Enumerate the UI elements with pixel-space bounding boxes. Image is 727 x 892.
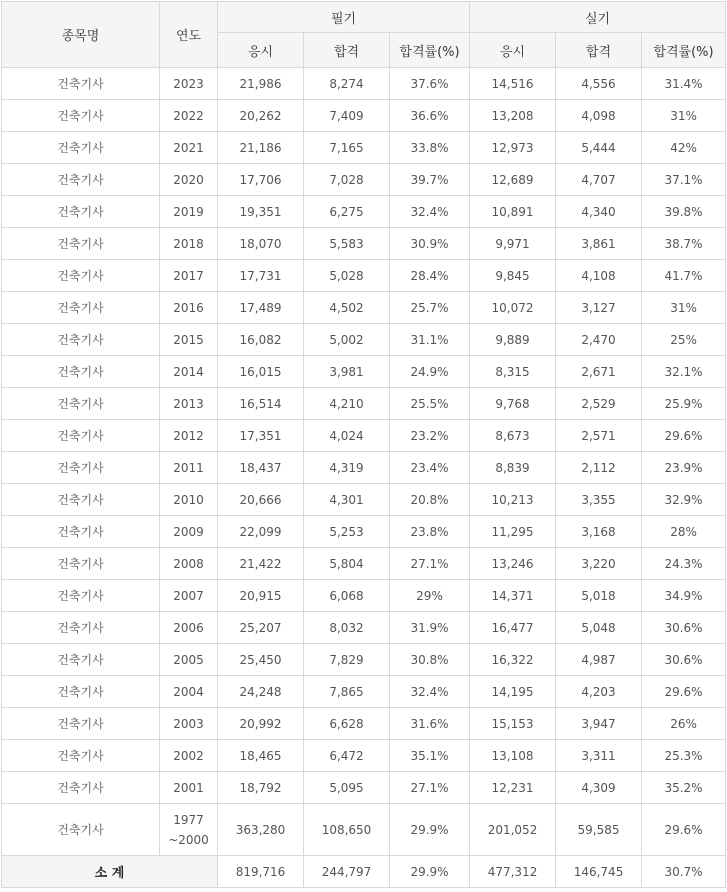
cell-written-applicants: 363,280 bbox=[218, 804, 304, 856]
cell-practical-applicants: 13,208 bbox=[470, 100, 556, 132]
cell-written-pass-rate: 30.8% bbox=[390, 644, 470, 676]
cell-practical-applicants: 12,973 bbox=[470, 132, 556, 164]
cell-practical-applicants: 201,052 bbox=[470, 804, 556, 856]
cell-practical-pass-rate: 31% bbox=[642, 100, 726, 132]
cell-written-applicants: 25,450 bbox=[218, 644, 304, 676]
cell-item-name: 건축기사 bbox=[2, 132, 160, 164]
cell-written-pass-rate: 27.1% bbox=[390, 772, 470, 804]
cell-written-applicants: 20,992 bbox=[218, 708, 304, 740]
cell-practical-pass-rate: 42% bbox=[642, 132, 726, 164]
cell-practical-pass-rate: 32.1% bbox=[642, 356, 726, 388]
cell-written-pass-rate: 29.9% bbox=[390, 804, 470, 856]
total-practical-passed: 146,745 bbox=[556, 856, 642, 888]
total-written-pass-rate: 29.9% bbox=[390, 856, 470, 888]
cell-written-passed: 7,165 bbox=[304, 132, 390, 164]
cell-practical-pass-rate: 30.6% bbox=[642, 612, 726, 644]
cell-practical-applicants: 8,315 bbox=[470, 356, 556, 388]
cell-practical-pass-rate: 34.9% bbox=[642, 580, 726, 612]
cell-year: 2007 bbox=[160, 580, 218, 612]
cell-item-name: 건축기사 bbox=[2, 740, 160, 772]
cell-year: 2005 bbox=[160, 644, 218, 676]
cell-year: 2004 bbox=[160, 676, 218, 708]
cell-practical-applicants: 12,689 bbox=[470, 164, 556, 196]
cell-practical-passed: 5,048 bbox=[556, 612, 642, 644]
cell-year: 2019 bbox=[160, 196, 218, 228]
cell-year: 2020 bbox=[160, 164, 218, 196]
table-header bbox=[2, 2, 726, 68]
cell-practical-pass-rate: 25.3% bbox=[642, 740, 726, 772]
cell-written-applicants: 22,099 bbox=[218, 516, 304, 548]
cell-practical-passed: 3,311 bbox=[556, 740, 642, 772]
cell-written-pass-rate: 31.1% bbox=[390, 324, 470, 356]
cell-written-applicants: 17,706 bbox=[218, 164, 304, 196]
cell-written-pass-rate: 23.2% bbox=[390, 420, 470, 452]
cell-item-name: 건축기사 bbox=[2, 164, 160, 196]
cell-practical-passed: 4,203 bbox=[556, 676, 642, 708]
cell-item-name: 건축기사 bbox=[2, 452, 160, 484]
cell-practical-applicants: 9,845 bbox=[470, 260, 556, 292]
cell-year: 2002 bbox=[160, 740, 218, 772]
cell-practical-applicants: 14,371 bbox=[470, 580, 556, 612]
cell-year: 2015 bbox=[160, 324, 218, 356]
cell-written-passed: 4,024 bbox=[304, 420, 390, 452]
cell-written-applicants: 21,422 bbox=[218, 548, 304, 580]
cell-written-applicants: 16,082 bbox=[218, 324, 304, 356]
table-row bbox=[2, 676, 726, 708]
cell-practical-passed: 5,018 bbox=[556, 580, 642, 612]
table-row bbox=[2, 228, 726, 260]
cell-practical-applicants: 9,971 bbox=[470, 228, 556, 260]
total-label: 소 계 bbox=[2, 856, 218, 888]
cell-written-pass-rate: 29% bbox=[390, 580, 470, 612]
total-written-applicants: 819,716 bbox=[218, 856, 304, 888]
table-row bbox=[2, 772, 726, 804]
cell-written-pass-rate: 25.7% bbox=[390, 292, 470, 324]
cell-written-applicants: 18,070 bbox=[218, 228, 304, 260]
cell-written-applicants: 17,351 bbox=[218, 420, 304, 452]
cell-year: 2022 bbox=[160, 100, 218, 132]
cell-practical-passed: 3,861 bbox=[556, 228, 642, 260]
cell-practical-applicants: 10,891 bbox=[470, 196, 556, 228]
cell-year: 2010 bbox=[160, 484, 218, 516]
cell-year: 2013 bbox=[160, 388, 218, 420]
table-row bbox=[2, 132, 726, 164]
cell-practical-applicants: 10,213 bbox=[470, 484, 556, 516]
cell-practical-passed: 4,707 bbox=[556, 164, 642, 196]
cell-item-name: 건축기사 bbox=[2, 420, 160, 452]
header-practical-applicants: 응시 bbox=[470, 33, 556, 68]
cell-practical-pass-rate: 38.7% bbox=[642, 228, 726, 260]
table-row bbox=[2, 100, 726, 132]
table-row bbox=[2, 516, 726, 548]
cell-practical-applicants: 9,768 bbox=[470, 388, 556, 420]
cell-written-pass-rate: 32.4% bbox=[390, 676, 470, 708]
cell-practical-passed: 4,556 bbox=[556, 68, 642, 100]
total-practical-pass-rate: 30.7% bbox=[642, 856, 726, 888]
cell-practical-applicants: 12,231 bbox=[470, 772, 556, 804]
cell-year: 2014 bbox=[160, 356, 218, 388]
cell-written-pass-rate: 30.9% bbox=[390, 228, 470, 260]
cell-item-name: 건축기사 bbox=[2, 260, 160, 292]
cell-year: 2023 bbox=[160, 68, 218, 100]
cell-practical-pass-rate: 31% bbox=[642, 292, 726, 324]
cell-practical-pass-rate: 29.6% bbox=[642, 676, 726, 708]
table-row bbox=[2, 548, 726, 580]
table-row bbox=[2, 356, 726, 388]
cell-written-applicants: 20,915 bbox=[218, 580, 304, 612]
cell-written-passed: 3,981 bbox=[304, 356, 390, 388]
table-body bbox=[2, 68, 726, 856]
cell-practical-passed: 2,470 bbox=[556, 324, 642, 356]
cell-written-applicants: 20,262 bbox=[218, 100, 304, 132]
table-row bbox=[2, 68, 726, 100]
cell-written-applicants: 17,731 bbox=[218, 260, 304, 292]
exam-statistics-table bbox=[1, 1, 726, 888]
header-written-pass-rate: 합격률(%) bbox=[390, 33, 470, 68]
cell-year: 2001 bbox=[160, 772, 218, 804]
cell-practical-applicants: 11,295 bbox=[470, 516, 556, 548]
table-row bbox=[2, 292, 726, 324]
cell-written-pass-rate: 20.8% bbox=[390, 484, 470, 516]
cell-practical-applicants: 13,246 bbox=[470, 548, 556, 580]
cell-practical-pass-rate: 39.8% bbox=[642, 196, 726, 228]
cell-item-name: 건축기사 bbox=[2, 292, 160, 324]
cell-practical-pass-rate: 23.9% bbox=[642, 452, 726, 484]
cell-written-pass-rate: 36.6% bbox=[390, 100, 470, 132]
cell-written-pass-rate: 32.4% bbox=[390, 196, 470, 228]
cell-year: 2016 bbox=[160, 292, 218, 324]
cell-year: 2018 bbox=[160, 228, 218, 260]
cell-practical-passed: 59,585 bbox=[556, 804, 642, 856]
cell-item-name: 건축기사 bbox=[2, 612, 160, 644]
cell-written-passed: 5,002 bbox=[304, 324, 390, 356]
cell-practical-passed: 2,571 bbox=[556, 420, 642, 452]
cell-written-passed: 5,583 bbox=[304, 228, 390, 260]
cell-practical-pass-rate: 29.6% bbox=[642, 804, 726, 856]
total-row bbox=[2, 856, 726, 888]
table-row bbox=[2, 324, 726, 356]
cell-practical-pass-rate: 30.6% bbox=[642, 644, 726, 676]
cell-year: 1977 ~2000 bbox=[160, 804, 218, 856]
table-row bbox=[2, 612, 726, 644]
cell-written-applicants: 20,666 bbox=[218, 484, 304, 516]
cell-item-name: 건축기사 bbox=[2, 580, 160, 612]
cell-practical-pass-rate: 24.3% bbox=[642, 548, 726, 580]
header-practical: 실기 bbox=[470, 2, 726, 33]
cell-practical-pass-rate: 28% bbox=[642, 516, 726, 548]
cell-written-pass-rate: 27.1% bbox=[390, 548, 470, 580]
cell-item-name: 건축기사 bbox=[2, 356, 160, 388]
cell-item-name: 건축기사 bbox=[2, 676, 160, 708]
cell-practical-applicants: 10,072 bbox=[470, 292, 556, 324]
cell-year: 2009 bbox=[160, 516, 218, 548]
cell-practical-passed: 3,947 bbox=[556, 708, 642, 740]
table-row bbox=[2, 484, 726, 516]
table-row bbox=[2, 580, 726, 612]
cell-practical-pass-rate: 41.7% bbox=[642, 260, 726, 292]
cell-year: 2021 bbox=[160, 132, 218, 164]
cell-written-passed: 5,028 bbox=[304, 260, 390, 292]
cell-practical-passed: 4,987 bbox=[556, 644, 642, 676]
table-row bbox=[2, 164, 726, 196]
cell-practical-applicants: 13,108 bbox=[470, 740, 556, 772]
cell-practical-passed: 3,127 bbox=[556, 292, 642, 324]
cell-practical-passed: 2,671 bbox=[556, 356, 642, 388]
cell-written-pass-rate: 37.6% bbox=[390, 68, 470, 100]
cell-practical-passed: 3,220 bbox=[556, 548, 642, 580]
cell-written-pass-rate: 23.8% bbox=[390, 516, 470, 548]
cell-practical-pass-rate: 37.1% bbox=[642, 164, 726, 196]
header-written: 필기 bbox=[218, 2, 470, 33]
cell-practical-passed: 4,098 bbox=[556, 100, 642, 132]
cell-practical-pass-rate: 29.6% bbox=[642, 420, 726, 452]
cell-written-applicants: 25,207 bbox=[218, 612, 304, 644]
table-row bbox=[2, 420, 726, 452]
header-practical-passed: 합격 bbox=[556, 33, 642, 68]
cell-written-pass-rate: 39.7% bbox=[390, 164, 470, 196]
cell-item-name: 건축기사 bbox=[2, 644, 160, 676]
table-row bbox=[2, 388, 726, 420]
cell-practical-pass-rate: 31.4% bbox=[642, 68, 726, 100]
cell-written-applicants: 16,015 bbox=[218, 356, 304, 388]
cell-practical-passed: 3,355 bbox=[556, 484, 642, 516]
cell-practical-applicants: 8,839 bbox=[470, 452, 556, 484]
cell-written-passed: 5,095 bbox=[304, 772, 390, 804]
header-item-name: 종목명 bbox=[2, 2, 160, 68]
cell-written-pass-rate: 31.6% bbox=[390, 708, 470, 740]
cell-written-passed: 7,865 bbox=[304, 676, 390, 708]
total-written-passed: 244,797 bbox=[304, 856, 390, 888]
cell-practical-applicants: 16,322 bbox=[470, 644, 556, 676]
cell-item-name: 건축기사 bbox=[2, 516, 160, 548]
cell-written-passed: 6,068 bbox=[304, 580, 390, 612]
cell-practical-pass-rate: 25.9% bbox=[642, 388, 726, 420]
cell-item-name: 건축기사 bbox=[2, 100, 160, 132]
cell-year: 2017 bbox=[160, 260, 218, 292]
cell-written-applicants: 18,792 bbox=[218, 772, 304, 804]
cell-practical-applicants: 16,477 bbox=[470, 612, 556, 644]
table-row bbox=[2, 644, 726, 676]
cell-practical-applicants: 14,195 bbox=[470, 676, 556, 708]
cell-written-passed: 6,275 bbox=[304, 196, 390, 228]
cell-written-pass-rate: 35.1% bbox=[390, 740, 470, 772]
header-practical-pass-rate: 합격률(%) bbox=[642, 33, 726, 68]
cell-practical-passed: 2,112 bbox=[556, 452, 642, 484]
cell-item-name: 건축기사 bbox=[2, 708, 160, 740]
cell-practical-passed: 4,309 bbox=[556, 772, 642, 804]
total-practical-applicants: 477,312 bbox=[470, 856, 556, 888]
cell-written-passed: 8,274 bbox=[304, 68, 390, 100]
cell-written-passed: 4,210 bbox=[304, 388, 390, 420]
table-row bbox=[2, 740, 726, 772]
table-row bbox=[2, 452, 726, 484]
table-footer bbox=[2, 856, 726, 888]
cell-item-name: 건축기사 bbox=[2, 548, 160, 580]
cell-written-applicants: 21,186 bbox=[218, 132, 304, 164]
header-written-applicants: 응시 bbox=[218, 33, 304, 68]
cell-written-pass-rate: 28.4% bbox=[390, 260, 470, 292]
cell-practical-passed: 4,340 bbox=[556, 196, 642, 228]
header-year: 연도 bbox=[160, 2, 218, 68]
cell-practical-passed: 5,444 bbox=[556, 132, 642, 164]
cell-practical-pass-rate: 35.2% bbox=[642, 772, 726, 804]
cell-practical-passed: 3,168 bbox=[556, 516, 642, 548]
cell-written-passed: 4,502 bbox=[304, 292, 390, 324]
cell-written-passed: 5,253 bbox=[304, 516, 390, 548]
cell-practical-applicants: 8,673 bbox=[470, 420, 556, 452]
cell-practical-pass-rate: 26% bbox=[642, 708, 726, 740]
cell-item-name: 건축기사 bbox=[2, 324, 160, 356]
cell-practical-passed: 4,108 bbox=[556, 260, 642, 292]
cell-written-applicants: 19,351 bbox=[218, 196, 304, 228]
cell-written-applicants: 18,437 bbox=[218, 452, 304, 484]
table-row bbox=[2, 196, 726, 228]
cell-practical-applicants: 9,889 bbox=[470, 324, 556, 356]
cell-written-applicants: 18,465 bbox=[218, 740, 304, 772]
cell-item-name: 건축기사 bbox=[2, 68, 160, 100]
cell-item-name: 건축기사 bbox=[2, 804, 160, 856]
table-row bbox=[2, 804, 726, 856]
cell-item-name: 건축기사 bbox=[2, 484, 160, 516]
cell-year: 2008 bbox=[160, 548, 218, 580]
cell-written-pass-rate: 33.8% bbox=[390, 132, 470, 164]
cell-written-passed: 6,472 bbox=[304, 740, 390, 772]
table-row bbox=[2, 708, 726, 740]
cell-written-passed: 4,319 bbox=[304, 452, 390, 484]
cell-practical-pass-rate: 25% bbox=[642, 324, 726, 356]
cell-year: 2003 bbox=[160, 708, 218, 740]
cell-written-applicants: 17,489 bbox=[218, 292, 304, 324]
cell-practical-applicants: 14,516 bbox=[470, 68, 556, 100]
cell-written-passed: 4,301 bbox=[304, 484, 390, 516]
cell-written-passed: 7,829 bbox=[304, 644, 390, 676]
cell-item-name: 건축기사 bbox=[2, 388, 160, 420]
cell-item-name: 건축기사 bbox=[2, 196, 160, 228]
cell-written-passed: 7,028 bbox=[304, 164, 390, 196]
cell-year: 2011 bbox=[160, 452, 218, 484]
cell-item-name: 건축기사 bbox=[2, 228, 160, 260]
cell-written-passed: 7,409 bbox=[304, 100, 390, 132]
cell-written-pass-rate: 25.5% bbox=[390, 388, 470, 420]
table-row bbox=[2, 260, 726, 292]
cell-written-applicants: 16,514 bbox=[218, 388, 304, 420]
cell-item-name: 건축기사 bbox=[2, 772, 160, 804]
cell-practical-pass-rate: 32.9% bbox=[642, 484, 726, 516]
cell-year: 2012 bbox=[160, 420, 218, 452]
header-written-passed: 합격 bbox=[304, 33, 390, 68]
cell-written-pass-rate: 31.9% bbox=[390, 612, 470, 644]
cell-written-applicants: 24,248 bbox=[218, 676, 304, 708]
cell-written-pass-rate: 24.9% bbox=[390, 356, 470, 388]
cell-written-applicants: 21,986 bbox=[218, 68, 304, 100]
cell-written-passed: 5,804 bbox=[304, 548, 390, 580]
cell-practical-passed: 2,529 bbox=[556, 388, 642, 420]
cell-year: 2006 bbox=[160, 612, 218, 644]
cell-written-passed: 108,650 bbox=[304, 804, 390, 856]
cell-written-passed: 6,628 bbox=[304, 708, 390, 740]
cell-written-pass-rate: 23.4% bbox=[390, 452, 470, 484]
cell-written-passed: 8,032 bbox=[304, 612, 390, 644]
cell-practical-applicants: 15,153 bbox=[470, 708, 556, 740]
